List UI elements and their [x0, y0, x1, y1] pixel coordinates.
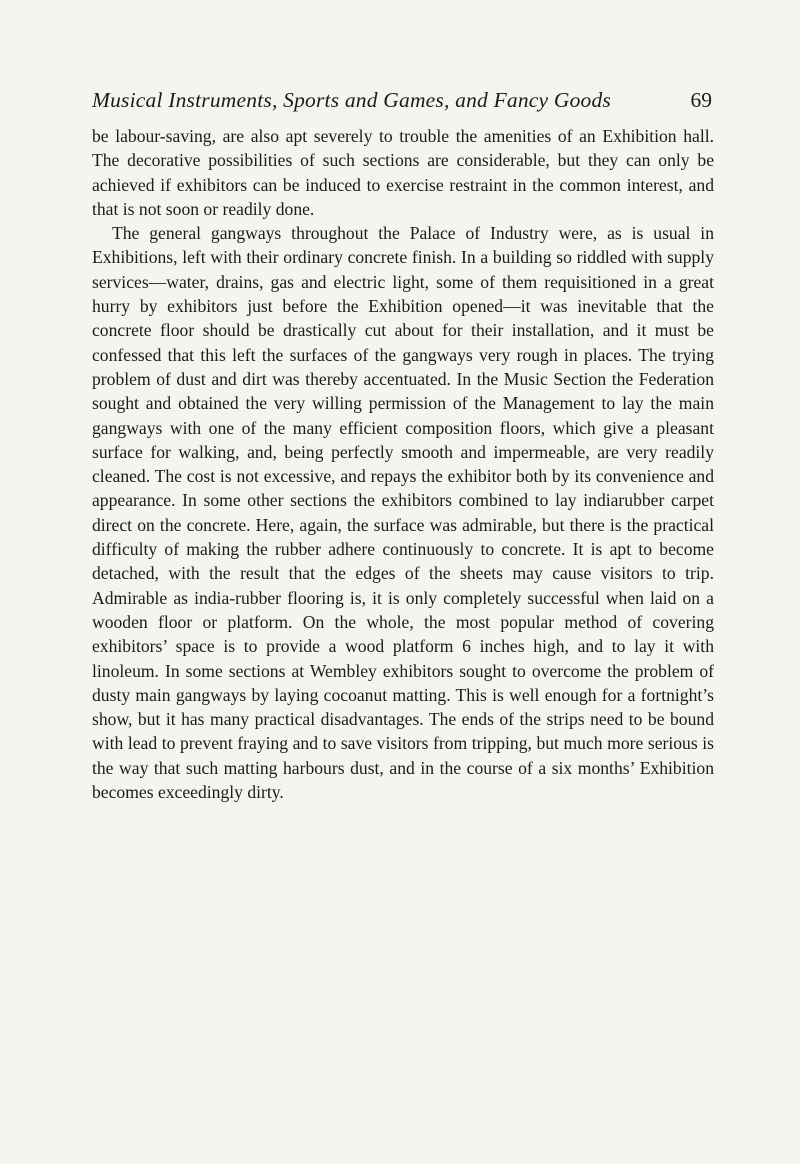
running-head	[92, 88, 712, 118]
paragraph-continuation: be labour-saving, are also apt severely to trouble the amenities of an Exhibition hall. The decorative possibilities of such sections are considerable, but they can only be achieved if exhibitors can be induced to exercise restraint in the common interest, and that is not soon or readily done.	[92, 126, 714, 219]
body-text	[92, 124, 714, 804]
page-number: 69	[690, 88, 712, 112]
paragraph-gangways: The general gangways throughout the Palace of Industry were, as is usual in Exhibitions, left with their ordinary concrete finish. In a building so riddled with supply services—water, drains, gas and electric light, some of them requisitioned in a great hurry by exhibitors just before the Exhibition opened—it was inevitable that the concrete floor should be drastically cut about for their installation, and it must be confessed that this left the surfaces of the gangways very rough in places. The trying problem of dust and dirt was thereby accentuated. In the Music Section the Federation sought and obtained the very willing permission of the Management to lay the main gangways with one of the many efficient composition floors, which give a pleasant surface for walking, and, being perfectly smooth and impermeable, are very readily cleaned. The cost is not excessive, and repays the exhibitor both by its convenience and appearance. In some other sections the exhibitors combined to lay indiarubber carpet direct on the concrete. Here, again, the surface was admirable, but there is the practical difficulty of making the rubber adhere continuously to concrete. It is apt to become detached, with the result that the edges of the sheets may cause visitors to trip. Admirable as india-rubber flooring is, it is only completely successful when laid on a wooden floor or platform. On the whole, the most popular method of covering exhibitors’ space is to provide a wood platform 6 inches high, and to lay it with linoleum. In some sections at Wembley exhibitors sought to overcome the problem of dusty main gangways by laying cocoanut matting. This is well enough for a fortnight’s show, but it has many practical disadvantages. The ends of the strips need to be bound with lead to prevent fraying and to save visitors from tripping, but much more serious is the way that such matting harbours dust, and in the course of a six months’ Exhibition becomes exceedingly dirty.	[92, 223, 714, 803]
running-head-title: Musical Instruments, Sports and Games, and Fancy Goods	[92, 88, 611, 112]
